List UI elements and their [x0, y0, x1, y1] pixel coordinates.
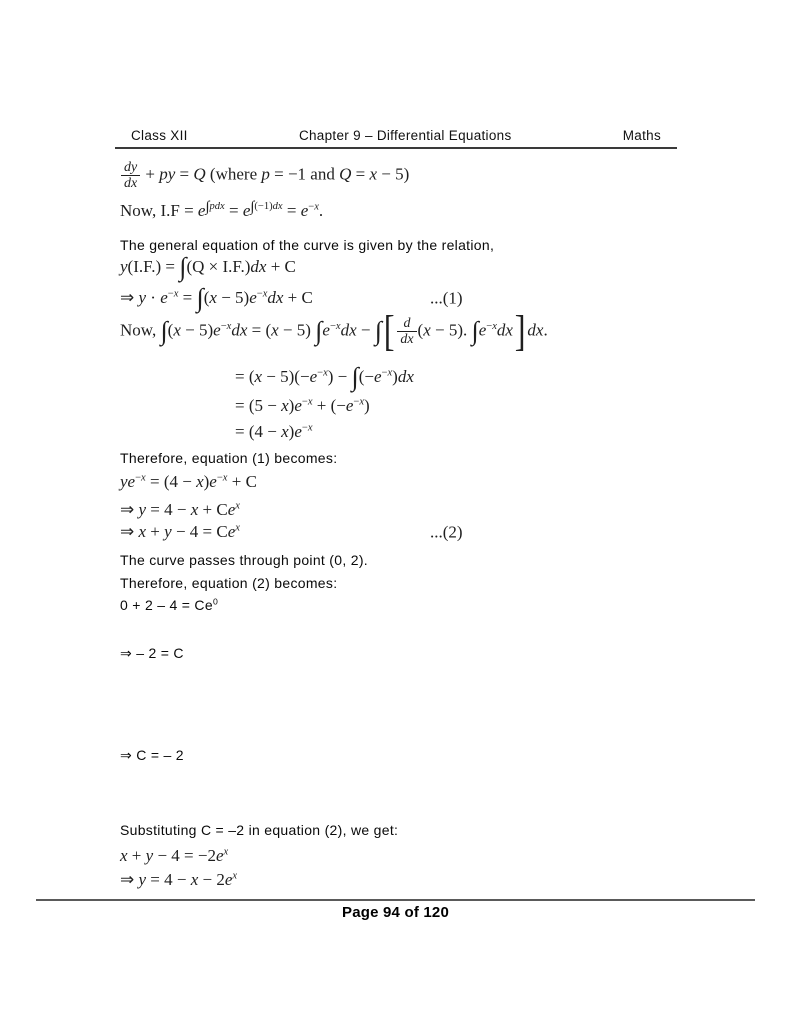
- fraction-denominator: dx: [124, 176, 138, 192]
- math-variable: e: [160, 288, 168, 307]
- integral-sign: ∫: [160, 316, 168, 346]
- integral-sign: ∫: [250, 199, 255, 216]
- math-variable: y: [138, 288, 147, 307]
- math-variable: x: [235, 522, 240, 534]
- math-variable: e: [345, 396, 354, 415]
- text-run: = (: [235, 367, 255, 386]
- text-run: + (: [312, 396, 337, 415]
- math-variable: x: [141, 472, 146, 484]
- math-variable: Q: [193, 164, 206, 184]
- text-run: −: [256, 288, 263, 300]
- text-general-equation: [120, 237, 494, 255]
- text-run: −: [486, 321, 493, 333]
- text-run: ⇒ C = – 2: [120, 747, 184, 763]
- math-variable: dx: [397, 367, 414, 386]
- math-variable: x: [138, 522, 147, 541]
- math-variable: y: [164, 522, 172, 541]
- superscript: [205, 199, 225, 216]
- fraction: [397, 316, 416, 348]
- text-run: (: [203, 288, 210, 307]
- superscript: [330, 321, 341, 332]
- math-variable: y: [120, 257, 128, 276]
- text-run: = (4 −: [145, 472, 197, 491]
- integral-sign: ∫: [315, 316, 323, 346]
- text-substituting-c: [120, 822, 398, 840]
- text-run: ⇒: [120, 288, 139, 307]
- header-chapter-title: Chapter 9 – Differential Equations: [298, 128, 512, 143]
- equation-2: [120, 521, 463, 542]
- superscript: [235, 500, 240, 511]
- math-variable: ye: [120, 472, 136, 491]
- text-run: =: [351, 164, 370, 184]
- text-run: −: [356, 320, 375, 340]
- text-run: −: [301, 422, 308, 434]
- text-run: −: [216, 472, 223, 484]
- math-variable: dx: [267, 288, 284, 307]
- math-variable: x: [232, 870, 238, 882]
- math-variable: py: [159, 164, 176, 184]
- equation-integrating-factor: [120, 200, 323, 221]
- math-variable: dx: [527, 320, 544, 340]
- math-variable: x: [196, 472, 204, 491]
- superscript: [317, 367, 328, 378]
- math-variable: e: [209, 472, 217, 491]
- text-run: − 4 = C: [171, 522, 228, 541]
- math-variable: x: [281, 422, 289, 441]
- math-variable: e: [322, 320, 330, 340]
- superscript: [168, 288, 179, 299]
- equation-y-solved: [120, 499, 240, 520]
- equation-general-solution: [120, 252, 296, 282]
- math-variable: x: [307, 396, 313, 408]
- text-run: 0 + 2 – 4 = Ce: [120, 597, 213, 613]
- text-run: −: [220, 321, 227, 333]
- text-run: (−1): [254, 201, 273, 213]
- math-variable: e: [478, 320, 487, 340]
- text-run: = 4 −: [146, 500, 191, 519]
- math-variable: e: [242, 201, 251, 220]
- equation-final-explicit: [120, 869, 237, 890]
- text-run: −: [329, 321, 336, 333]
- superscript: [217, 472, 228, 483]
- math-variable: x: [226, 321, 232, 333]
- superscript: [486, 321, 497, 332]
- text-run: − 4 = −2: [153, 846, 216, 865]
- text-run: −: [353, 396, 360, 408]
- math-variable: y: [145, 846, 154, 865]
- math-variable: y: [138, 500, 147, 519]
- text-run: = (: [247, 320, 272, 340]
- superscript: [221, 321, 232, 332]
- math-variable: e: [309, 367, 318, 386]
- math-variable: x: [369, 164, 378, 184]
- equation-number: ...(1): [430, 288, 463, 307]
- text-run: −: [135, 472, 142, 484]
- text-run: = 4 −: [146, 870, 191, 889]
- fraction-numerator: d: [397, 316, 416, 332]
- math-variable: e: [213, 320, 221, 340]
- text-run: (: [358, 367, 365, 386]
- text-run: +: [127, 846, 146, 865]
- equation-step-2: [235, 362, 414, 392]
- text-run: −: [364, 367, 374, 386]
- text-run: =: [224, 201, 243, 220]
- fraction-denominator: dx: [400, 332, 414, 348]
- math-variable: x: [222, 472, 228, 484]
- integral-sign: ∫: [351, 362, 359, 392]
- text-run: −: [299, 367, 310, 386]
- text-therefore-equation-1: [120, 450, 337, 468]
- integral-sign: ∫: [196, 283, 204, 313]
- equation-number: ...(2): [430, 522, 463, 541]
- text-run: (where: [205, 164, 262, 184]
- text-therefore-equation-2: [120, 575, 337, 593]
- math-variable: x: [262, 288, 268, 300]
- math-variable: x: [387, 367, 393, 379]
- text-run: = −1 and: [269, 164, 340, 184]
- integral-sign: ∫: [374, 316, 382, 346]
- math-variable: x: [323, 367, 328, 379]
- text-run: ·: [146, 288, 161, 307]
- math-variable: x: [223, 846, 229, 858]
- text-run: (Q × I.F.): [186, 257, 251, 276]
- math-variable: x: [209, 288, 217, 307]
- superscript: [302, 422, 313, 433]
- math-variable: Q: [339, 164, 352, 184]
- integral-sign: ∫: [471, 316, 479, 346]
- text-run: − 5): [216, 288, 250, 307]
- equation-final-implicit: [120, 845, 228, 866]
- text-run: −: [381, 367, 388, 379]
- math-variable: x: [492, 321, 497, 333]
- header-class-label: Class XII: [131, 128, 188, 143]
- math-variable: e: [294, 422, 302, 441]
- math-variable: dx: [496, 320, 513, 340]
- math-variable: e: [294, 396, 302, 415]
- math-variable: e: [227, 522, 236, 541]
- superscript: [257, 288, 268, 299]
- text-run: = (5 −: [235, 396, 282, 415]
- integral-sign: ∫: [179, 252, 187, 282]
- superscript: [213, 596, 218, 606]
- math-variable: e: [227, 500, 236, 519]
- text-run: Therefore, equation (2) becomes:: [120, 575, 338, 591]
- footer-divider: [36, 899, 755, 901]
- text-run: =: [178, 288, 197, 307]
- math-variable: p: [261, 164, 270, 184]
- text-run: The general equation of the curve is given by the relation,: [120, 237, 495, 253]
- text-run: ): [392, 367, 398, 386]
- math-variable: dx: [231, 320, 248, 340]
- text-run: − 5): [377, 164, 410, 184]
- equation-c-equals-minus-2: [120, 747, 184, 765]
- superscript: [250, 199, 283, 216]
- text-run: .: [318, 201, 324, 220]
- text-run: −: [308, 201, 315, 213]
- superscript: [235, 522, 240, 533]
- text-run: −: [336, 396, 346, 415]
- math-variable: x: [120, 846, 128, 865]
- text-run: ⇒: [120, 522, 139, 541]
- math-variable: x: [173, 288, 179, 300]
- superscript: [224, 846, 229, 857]
- math-variable: x: [314, 201, 319, 213]
- math-variable: dx: [272, 201, 283, 213]
- text-run: ) −: [327, 367, 352, 386]
- math-variable: x: [235, 500, 240, 512]
- equation-step-4: [235, 421, 313, 442]
- math-variable: y: [138, 870, 147, 889]
- text-run: −: [301, 396, 308, 408]
- text-run: =: [184, 201, 198, 220]
- math-variable: x: [307, 422, 313, 434]
- math-variable: x: [281, 396, 289, 415]
- text-run: − 5): [278, 320, 316, 340]
- math-variable: e: [215, 846, 224, 865]
- equation-integration-by-parts: Now, $\int(x - 5)e^{-x}dx = (x - 5)$ $\int e^{-x}dx$ − ∫[ $\frac{d}{dx}$ (x − 5). $\int e^{-x}dx$] dx.: [120, 306, 548, 355]
- math-variable: x: [271, 320, 279, 340]
- math-variable: x: [335, 321, 341, 333]
- superscript: [302, 396, 313, 407]
- text-curve-passes-through: [120, 552, 368, 570]
- text-run: Now,: [120, 320, 161, 340]
- superscript: [353, 396, 364, 407]
- text-run: Now, I.F: [120, 201, 185, 220]
- superscript: [308, 201, 319, 212]
- superscript: [232, 870, 237, 881]
- text-run: ): [288, 396, 295, 415]
- math-variable: e: [300, 201, 309, 220]
- math-variable: x: [173, 320, 181, 340]
- equation-minus-2-equals-c: [120, 645, 184, 663]
- math-variable: e: [197, 201, 206, 220]
- text-run: =: [175, 164, 194, 184]
- text-run: ): [288, 422, 295, 441]
- text-run: −: [167, 288, 174, 300]
- text-run: −: [317, 367, 324, 379]
- text-run: =: [282, 201, 301, 220]
- text-run: ⇒: [120, 500, 139, 519]
- text-run: Substituting C = –2 in equation (2), we get:: [120, 822, 399, 838]
- text-run: − 5)(: [262, 367, 300, 386]
- math-variable: pdx: [209, 201, 225, 213]
- text-run: (: [167, 320, 174, 340]
- text-run: (I.F.) =: [127, 257, 180, 276]
- math-variable: dx: [250, 257, 267, 276]
- integral-sign: ∫: [205, 199, 210, 216]
- text-run: 0: [212, 596, 219, 607]
- superscript: [135, 472, 146, 483]
- text-run: ⇒ – 2 = C: [120, 645, 184, 661]
- equation-ode-standard-form: [120, 160, 409, 192]
- fraction-numerator: dy: [121, 160, 140, 176]
- text-run: + C: [283, 288, 313, 307]
- text-run: (: [417, 320, 424, 340]
- text-run: +: [141, 164, 160, 184]
- page-number: Page 94 of 120: [341, 904, 450, 921]
- text-run: ): [203, 472, 210, 491]
- math-variable: dx: [340, 320, 357, 340]
- text-run: − 5): [180, 320, 214, 340]
- equation-step-3: [235, 395, 370, 416]
- text-run: Therefore, equation (1) becomes:: [120, 450, 338, 466]
- math-variable: e: [373, 367, 382, 386]
- equation-substituted: [120, 471, 257, 492]
- math-variable: x: [190, 500, 199, 519]
- header-subject-label: Maths: [622, 128, 661, 143]
- text-run: + C: [198, 500, 228, 519]
- fraction: [121, 160, 140, 192]
- math-variable: x: [254, 367, 263, 386]
- math-variable: e: [224, 870, 233, 889]
- math-variable: e: [249, 288, 257, 307]
- equation-1: [120, 283, 463, 313]
- text-run: ): [364, 396, 370, 415]
- math-variable: x: [423, 320, 431, 340]
- text-run: + C: [266, 257, 296, 276]
- text-run: + C: [227, 472, 257, 491]
- math-variable: x: [190, 870, 199, 889]
- text-run: The curve passes through point (0, 2).: [120, 552, 368, 568]
- text-run: +: [146, 522, 165, 541]
- text-run: = (4 −: [235, 422, 282, 441]
- text-run: − 2: [198, 870, 225, 889]
- text-run: − 5).: [430, 320, 472, 340]
- text-run: .: [543, 320, 548, 340]
- equation-initial-condition: [120, 597, 218, 615]
- math-variable: x: [359, 396, 365, 408]
- text-run: ⇒: [120, 870, 139, 889]
- superscript: [382, 367, 393, 378]
